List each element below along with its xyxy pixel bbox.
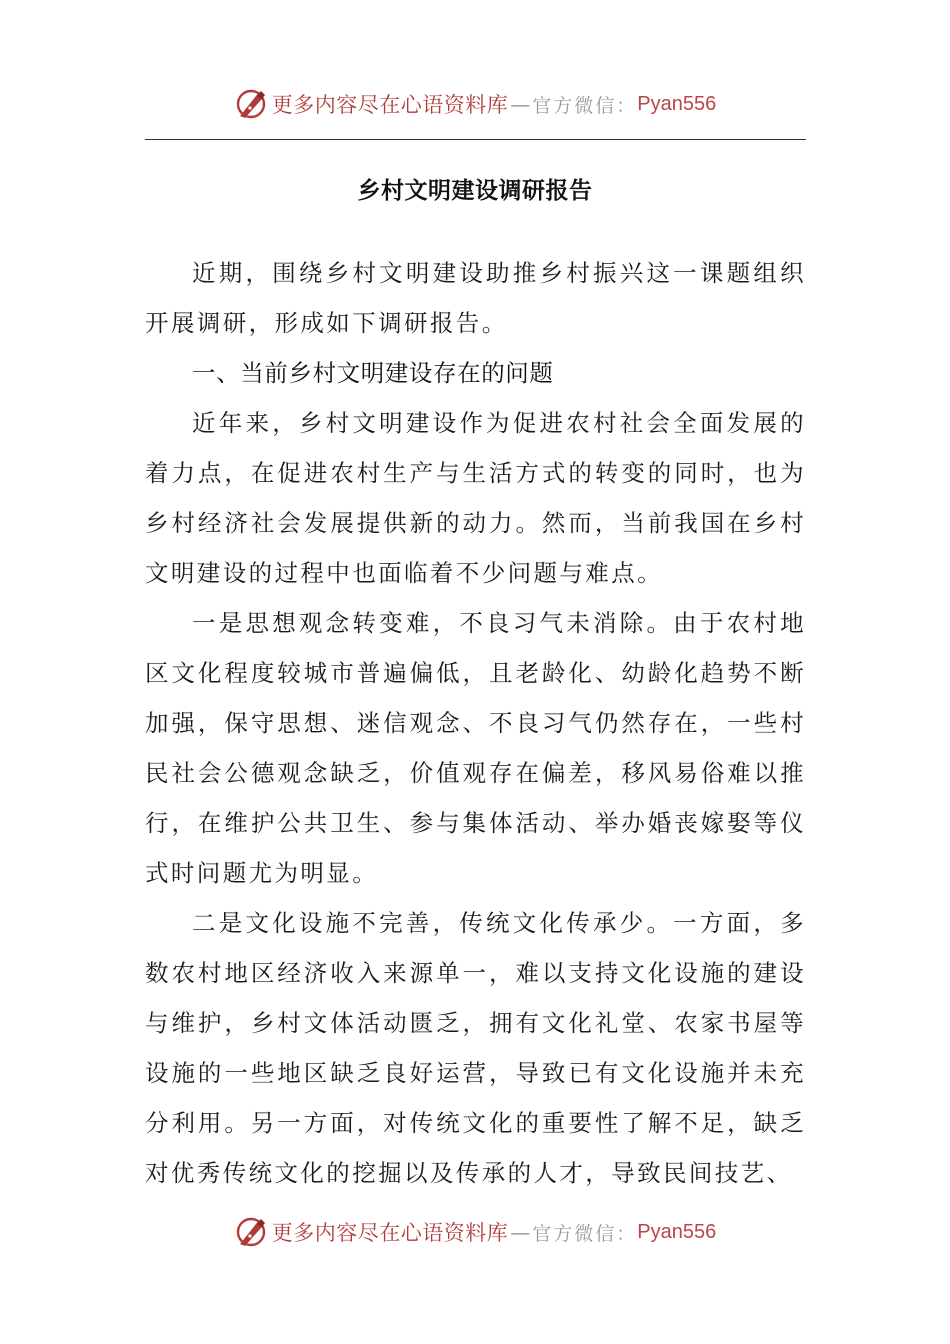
paragraph-issue-two: 二是文化设施不完善，传统文化传承少。一方面，多数农村地区经济收入来源单一，难以支持文化设施的建设与维护，乡村文体活动匮乏，拥有文化礼堂、农家书屋等设施的一些地区缺乏良好运营，导致已有文化设施并未充分利用。另一方面，对传统文化的重要性了解不足，缺乏对优秀传统文化的挖掘以及传承的人才，导致民间技艺、 (145, 909, 806, 1187)
document-title: 乡村文明建设调研报告 (357, 178, 593, 204)
wechat-id: Pyan556 (637, 92, 717, 115)
wechat-id: Pyan556 (637, 1220, 717, 1243)
banner-separator: — (510, 92, 531, 116)
wechat-label: 官方微信： (532, 94, 638, 117)
paragraph-intro: 近期，围绕乡村文明建设助推乡村振兴这一课题组织开展调研，形成如下调研报告。 (145, 259, 806, 337)
brand-text: 更多内容尽在心语资料库 (271, 1221, 509, 1245)
wechat-label: 官方微信： (532, 1222, 638, 1245)
header-divider (145, 139, 806, 140)
paragraph-overview: 近年来，乡村文明建设作为促进农村社会全面发展的着力点，在促进农村生产与生活方式的转变的同时，也为乡村经济社会发展提供新的动力。然而，当前我国在乡村文明建设的过程中也面临着不少问题与难点。 (145, 409, 806, 587)
paragraph-issue-one: 一是思想观念转变难，不良习气未消除。由于农村地区文化程度较城市普遍偏低，且老龄化、幼龄化趋势不断加强，保守思想、迷信观念、不良习气仍然存在，一些村民社会公德观念缺乏，价值观存在偏差，移风易俗难以推行，在维护公共卫生、参与集体活动、举办婚丧嫁娶等仪式时问题尤为明显。 (145, 609, 806, 887)
document-body (145, 248, 806, 1198)
brand-text: 更多内容尽在心语资料库 (271, 93, 509, 117)
logo-icon (234, 1215, 268, 1249)
section-heading: 一、当前乡村文明建设存在的问题 (192, 359, 554, 387)
header-banner (0, 84, 950, 124)
logo-icon (234, 87, 268, 121)
footer-banner (0, 1212, 950, 1252)
banner-separator: — (510, 1220, 531, 1244)
